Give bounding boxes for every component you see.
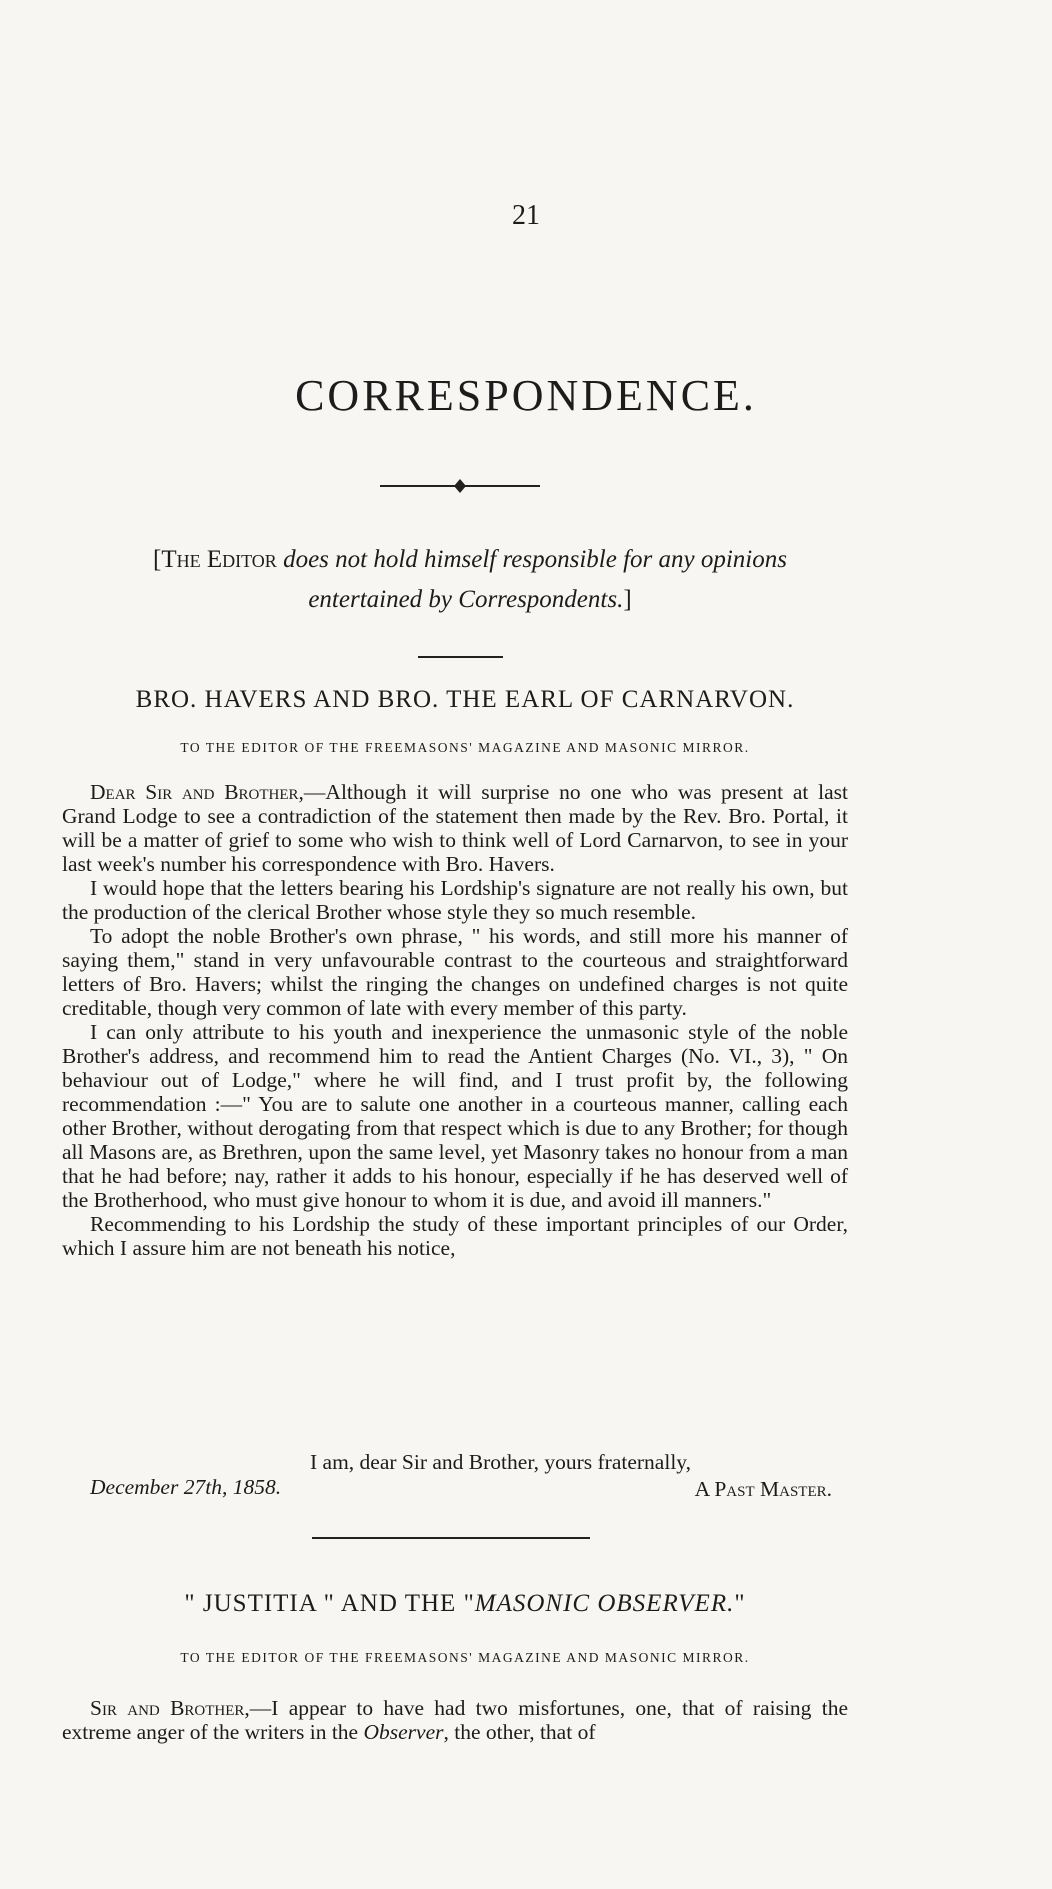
paragraph: Recommending to his Lordship the study of these important principles of our Order, which I assure him are not beneath his notice, bbox=[62, 1212, 848, 1260]
editor-the: The bbox=[161, 546, 201, 573]
paragraph: I would hope that the letters bearing his Lordship's signature are not really his own, but the production of the clerical Brother whose style they so much resemble. bbox=[62, 876, 848, 924]
paragraph bbox=[62, 780, 848, 876]
salutation: Sir and Brother, bbox=[90, 1696, 250, 1720]
page-number: 21 bbox=[512, 200, 540, 231]
disclaimer-text: does not hold himself responsible for any opinions bbox=[283, 546, 787, 573]
section-rule bbox=[418, 656, 503, 658]
signature: A Past Master. bbox=[694, 1477, 832, 1501]
page-title: CORRESPONDENCE. bbox=[295, 371, 757, 420]
article-heading: BRO. HAVERS AND BRO. THE EARL OF CARNARVON. bbox=[135, 686, 795, 713]
open-bracket: [ bbox=[153, 546, 162, 573]
article-body bbox=[62, 1696, 848, 1744]
editor-disclaimer bbox=[90, 540, 850, 620]
paragraph: I can only attribute to his youth and inexperience the unmasonic style of the noble Brother's address, and recommend him to read the Antient Charges (No. VI., 3), " On behaviour out of Lodge," where he will find, and I trust profit by, the following recommendation :—" You are to salute one another in a courteous manner, calling each other Brother, without derogating from that respect which is due to any Brother; for though all Masons are, as Brethren, upon the same level, yet Masonry takes no honour from a man that he had before; nay, rather it adds to his honour, especially if he has deserved well of the Brotherhood, who must give honour to whom it is due, and avoid ill manners." bbox=[62, 1020, 848, 1212]
letter-date: December 27th, 1858. bbox=[90, 1475, 282, 1499]
paragraph-text: —Although it will surprise no one who was present at last Grand Lodge to see a contradiction of the statement then made by the Rev. Bro. Portal, it will be a matter of grief to some who wish to think well of Lord Carnarvon, to see in your last week's number his correspondence with Bro. Havers. bbox=[62, 780, 848, 876]
paragraph: To adopt the noble Brother's own phrase, " his words, and still more his manner of saying them," stand in very unfavourable contrast to the courteous and straightforward letters of Bro. Havers; whilst the ringing the changes on undefined charges is not quite creditable, though very common of late with every member of this party. bbox=[62, 924, 848, 1020]
paragraph: Sir and Brother,—I appear to have had two misfortunes, one, that of raising the extreme anger of the writers in the Observer, the other, that of bbox=[62, 1696, 848, 1744]
article-heading: " JUSTITIA " AND THE "MASONIC OBSERVER." bbox=[184, 1590, 746, 1617]
article-divider bbox=[312, 1537, 590, 1539]
disclaimer-text-2: entertained by Correspondents. bbox=[308, 586, 624, 613]
article-body bbox=[62, 780, 848, 1260]
editor-word: Editor bbox=[206, 546, 277, 573]
ornament-rule bbox=[380, 476, 540, 496]
closing-line: I am, dear Sir and Brother, yours fraternally, bbox=[310, 1450, 692, 1474]
article-subheading: TO THE EDITOR OF THE FREEMASONS' MAGAZINE AND MASONIC MIRROR. bbox=[180, 1650, 750, 1665]
close-bracket: ] bbox=[623, 586, 632, 613]
article-subheading: TO THE EDITOR OF THE FREEMASONS' MAGAZINE AND MASONIC MIRROR. bbox=[180, 740, 750, 755]
salutation: Dear Sir and Brother, bbox=[90, 780, 304, 804]
